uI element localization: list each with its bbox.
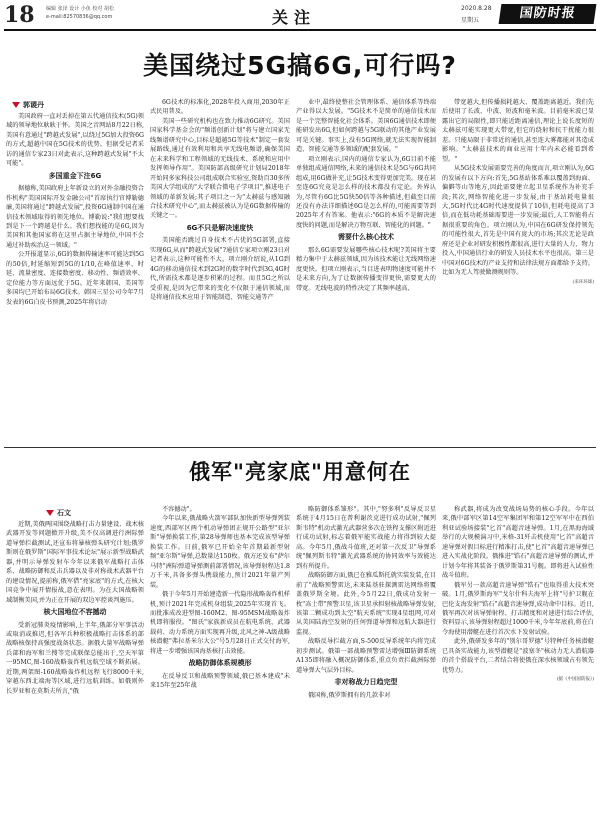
paragraph: 战略反导拦截方面,S-500反导系统年内将完成初步测试。俄第一部战略预警雷达增强Ⅲ防御系统A135即将融入概况防御体系,重点负责拦截洲际弹道导弹大气层外目标。 <box>296 638 436 674</box>
article1-column-d <box>442 98 594 443</box>
paragraph: 不容撼动"。 <box>162 506 196 513</box>
subheading: 6G不只是解决速度快 <box>186 223 254 232</box>
article2-column-d <box>442 505 594 822</box>
paragraph: 那么6G需要发展哪些核心技术呢?美国将主要精力集中于太赫兹领域,因为该技术能让无线网络速度更快。但项立刚表示,当目进表明物速度可能并不是未来方向,为了让数据传播变得更快,需要更大的带宽。无线电波的特性决定了其频率越高、 <box>296 246 436 292</box>
author-name: 郭谡丹 <box>23 101 44 109</box>
paragraph: 今年以来,俄战略火箭军部队加快新型导弹列装速度,西部军区两个机动导弹团正规开公路型"亚尔斯"导弹换装工作,第28导弹师也基本完成该型导弹换装工作。日前,俄军已开始全年首期最新型射频"亚尔斯"导弹,总数量达150枚。俄方还发布"萨尔马特"洲际弹道导弹测前部署情况,该导弹射程达1.8万千米,具备多弹头携载能力,预计2021年量产列装。 <box>150 515 290 589</box>
article2-credit: (据《中国国防报》) <box>556 677 594 683</box>
header-date: 2020.8.28 <box>461 5 492 12</box>
paragraph: 美国能否跳过自身技术不占优的5G部署,直接实现6G,从而"跨越式发展"?通信专家项立刚23日对记者表示,这种可能性不大。项立刚介绍说,从1G到4G的移动通信技术到2G时的数字时代到3G,4G时代,所需技术都是逐步积累的过程。而且5G之所以受重视,是因为它带来的变化不仅限于通信领域,而是将通信技术应用于智能制造、智能交通等产 <box>150 237 290 302</box>
paragraph: 略防御体系雏形"。其中,"努多利"反导反卫星系统于4月15日在普利谢茨克进行成功试射,"佩列斯韦特"机动式激光武器营多次在铁程支撑区附近进行成功试射,标志着俄军能实战能力将得到较大提高。今年5月,俄战斗值班,还对第一次反卫"导弹系统"佩列斯韦特"激光武器系统的协同效率与效能达到有所提升。 <box>296 506 436 570</box>
page-number: 18 <box>4 2 35 28</box>
paragraph: 美国政府一直对丢掉在第五代通信技术(5G)领域的领导地位耿耿于怀。美国之音网站8月22日称,美国有意通过"跨越式发展",以绕过5G加大投资6G的方式,超越中国在5G技术的优势。但据受记者采访的通信专家23日对此表示,这种跨越式发展"不太可能"。 <box>6 113 144 168</box>
paragraph: 战略防御方面,俄已在雅瓜斯托就实装发装,在目前了"战略预警雷达,未来陆基驻探测雷达网络将覆盖俄罗斯全境。此外,今5月22日,俄成功发射一枚"冻土带"预警卫星,该卫星承担射核战略导弹发射,该第二颗成功到太空"航天系统"实现4星组网,可对从美国陆海空发射的任何弹道导弹和远航大器进行监视。 <box>296 572 436 636</box>
article2-column-b <box>150 505 290 822</box>
header-weekday: 星期五 <box>461 17 480 24</box>
page-header <box>0 0 600 32</box>
paragraph: 俄军另一款高超音速导弹"锆石"也取得重大技术突破。1月,俄罗斯海军"戈尔什科夫海军上将"号护卫舰在巴伦支海发射"锆石"高超音速导弹,成功命中目标。近日,俄军再次对该导弹射程、打击精度和对速进行综合评估,资料显示,该导弹射程超过1000千米,今年年底前,将在白令海使用潜艇在进行首次水下发射试验。 <box>442 581 594 636</box>
article2-title: 俄军"亮家底"用意何在 <box>189 460 411 484</box>
subheading: 非对称战力日趋完型 <box>334 678 398 687</box>
paragraph: 从5G技术发展需要完善的角度而言,项立刚认为,6G的发展有以下方向:首先,5G基站体系难以覆盖到海面、偏僻等山等地方,因此需要建立起卫星系统作为补充手段;其次,网络智能化进一步发展,由于基站耗电量很大,5G时代比4G时代速度提供了10倍,但耗电提高了3倍,而在低功耗基础需要进一步发展;最后,人工智能将占据很重要的角色。项立刚认为,中国在6G研发保持领先的可能性很大,首先是中国有庞大的市场;其次无论是政府还是企业对研发积极性都很高,进行大量的人力、物力投入,中国通信行业的研发人员技术水平也很高。第三是中国对6G技术的产业支持和法律法规方面都给予支持。比如为无人驾驶做测规则等。 <box>442 165 594 277</box>
subheading: 多国重金下注6G <box>48 171 102 180</box>
author-marker-icon <box>46 510 54 516</box>
paragraph: 称武器,将成为改变战场局势的核心手段。今年以来,俄中部军区第14空军集团军和第12空军军中在西伯利亚试验场接装"匕首"高超音速导弹。1月,在黑海海域举行的大规模演习中,米格-31歼击机使用"匕首"高超音速导弹对假目标进行精准打击,使"匕首"高超音速导弹已进入实战化阶段。俄推进"锆石"高超音速导弹的测试,并计划今年将其装备于俄罗斯第31号舰。即将进入试验性战斗值班。 <box>442 506 594 580</box>
article2-author <box>46 508 71 518</box>
paragraph: 业中,最终使整社会管理体系、通信体系等终端产业得以大发展。"5G技术不是简单的通信技术而是一个完整智能化社会体系。美国6G通信技术即便能研发出6G,但如何跨越与5G联动的其他产业发展可是关键。事实上,没有5G网络,就无法实现智能制造、智能交通等多领域的配套发展。" <box>296 99 436 154</box>
paragraph: 据德称,美国政府上年新设立的对外金融投资合作机构"美国国际开发金融公司"首席执行官博勒德廉,美国将通过"跨越式发展",投资6G通制中国在通信技术领域取得的领先地位。博勒说:"我们想要找到是下一个跨越是什么。我们想找能的是6G,因为美国和其他国家将在这里占据主导地位,中国不会通过补助疾治这一领域。" <box>6 185 144 249</box>
author-marker-icon <box>12 102 20 108</box>
subheading: 战略防御体系规模形 <box>188 659 252 668</box>
article1-author <box>12 100 44 110</box>
paragraph: 在反导反卫和战略预警领域,俄已基本建成"未来15年至25年战 <box>150 672 290 690</box>
editor-line: 编辑 张泽 设计 小鱼 校对 胡松 <box>46 6 114 12</box>
article1-column-b <box>150 98 290 443</box>
article1-column-a <box>6 112 144 443</box>
article1-column-c <box>296 98 436 443</box>
newspaper-logo <box>499 4 597 24</box>
email-line: e-mail:82570836@qq.com <box>46 14 113 20</box>
paragraph: 受新冠肺炎疫情影响,上半年,俄部分军事活动或取消或推迟,但各军兵种积极战略打击体系的部战略核保持高强度战备状态。据俄大量军战略导弹兵部和海军和兰搜等完成联保总能出于,空天军第一95MC,图-160战略轰炸机远航空域不断拓展。近期,两架图-160战略轰炸机远程飞行8000千米,穿越东西北端海等区域,进行远航训练。如俄则外长罗亚和在莫斯夫所言,"俄 <box>6 621 144 695</box>
paragraph: 美国一些研究机构也在致力推动6G研究。美国国家科学基金会的"频谱创新计划"将与建立国家无线频谱研究中心,目标是超越5G等技术"制定一套发展路线,通过有效利用和共享无线电频谱,确保美国在未来科学和工程领域的无线技术、系统和应用中发挥领导作用"。美国防部高级研究计划局2018年开始同多家科技公司组成联合实验室,资助百30多所美国大学组成的"大学联合微电子学项目",推进电子领域的革新发展;其子项目之一为"太赫兹与感知融合技术研究中心",而太赫兹被认为是6G数据传输的关键之一。 <box>150 117 290 220</box>
paragraph: 带宽越大,但传播损耗越大、覆盖距离越近。我们先后使用了长波、中波、短波和毫米波。目前毫米波已显露出它的局限性,即只能近距离通信,理论上说长度短的太赫兹可能实现更大带宽,但它的绕射和抗干扰能力很差。只能局限于非常近的通信,甚至连大雾都能对其造成影响。"太赫兹技术的商业应用十年内未必能看到希望。" <box>442 99 594 163</box>
article2-column-a <box>6 520 144 822</box>
paragraph: 俄于今年5月开始建造新一代隐形战略轰炸机样机,预计2021年完成机身组装,2025年实现首飞。而批准成改进型图-160M2、图-95MSM战略轰炸机即将服役。"图氏"家族新成员在航电系统、武器载荷、动力系统方面实现再升级,北风之神-A级战略核潜艇"弗拉基米尔大公"号5月28日正式交付海军,将进一步增强该国海基核打击效能。 <box>150 591 290 655</box>
author-name: 石文 <box>57 509 71 517</box>
article2-column-c <box>296 505 436 822</box>
paragraph: 俄国称,俄罗斯拥有的几款非对 <box>308 691 391 699</box>
section-title: 关注 <box>272 8 317 27</box>
paragraph: 公开报道显示,6G的数据传输速率可能达到5G的50倍,时延缩短到5G的1/10,在峰值速率、时延、流量密度、连接数密度、移动性、频谱效率、定位能力等方面远优于5G。近年来韩国、美国等多国均已开始布局6G技术。韩国三星公司今年7月发表的6G白皮书预测,2025年将启动 <box>6 251 144 306</box>
paragraph: 近期,美俄两国围绕战略打击力量建设、战术核武器开发等问题掀开升级,美不仅高调进行洲际弹道导弹拦截测试,还宣布将暴核弹头研究计划;俄罗斯则在俄罗斯"国际军事技术论坛"展示新型战略武器,并明示导弹发射车今年以来俄军战略打击体系、战略防御和反击兵器以及非对称战术武器平台的建设情况,提前称,俄军借"亮家底"的方式,在核大国竞争中展开情报战,意在表明。为在大国战略领域制衡美国,并为正在开展的双边军控谈判施压。 <box>6 521 144 604</box>
paragraph: 此外,俄研发多年的"别尔哥罗德"号特种任务核潜艇已具备实战能力,该型潜艇是"波塞冬"核动力无人潜航器的首个搭载平台,二者结合将使俄在深水核领域占有领先优势力。 <box>442 638 594 674</box>
article1-credit: (来环环球) <box>572 279 594 285</box>
article1-title: 美国绕过5G搞6G,可行吗? <box>143 51 457 80</box>
subheading: 需要什么核心技术 <box>338 233 394 242</box>
header-rule <box>4 29 596 31</box>
article-divider <box>4 447 596 448</box>
paragraph: 6G技术的标准化,2028年投入商用,2030年正式民用普及。 <box>150 99 290 116</box>
subheading: 核大国地位不容撼动 <box>43 608 107 617</box>
paragraph: 项立刚表示,国内的通信专家认为,6G目前不能单独组成通信网络,未来的通信技术是5G与6G共同组成,用6G做补充,让5G技术变得更加完美。现在甚至连6G究竟是怎么样的技术都没有定论。外界认为,尽管有6G比5G快50倍等各种描述,但截至目前还没有办法详细描述6G是怎么样的,可能需要等到2025年才有答案。他表示:"6G的本质不是解决速度快的问题,而是解决万物互联、智能化的问题。" <box>296 155 436 229</box>
logo-text: 国防时报 <box>518 6 577 21</box>
